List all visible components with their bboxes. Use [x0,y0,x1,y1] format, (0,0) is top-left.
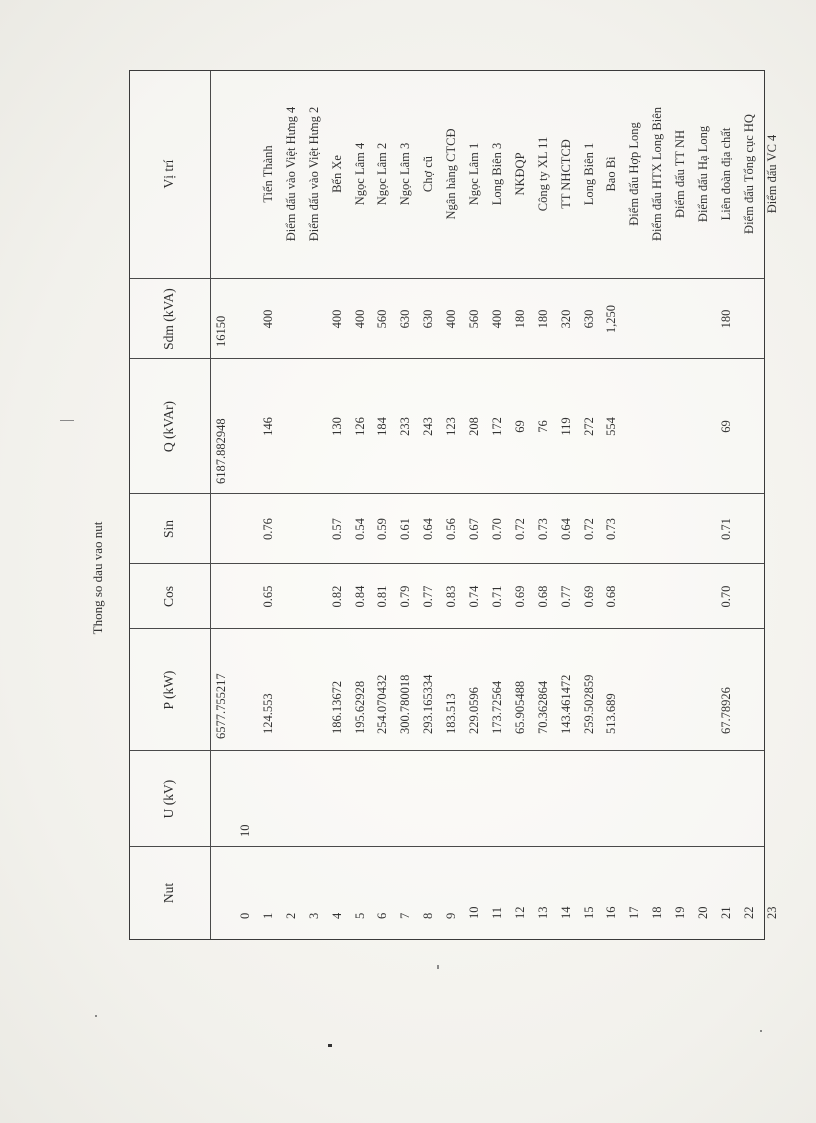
cell-sdm: 180 [512,309,527,329]
cell-p: 259.502859 [581,674,596,734]
cell-q: 272 [581,417,596,436]
cell-cos [738,569,761,624]
table-row [532,69,555,939]
cell-sdm: 180 [718,309,733,329]
cell-nut: 23 [764,906,779,919]
cell-u [280,757,303,837]
cell-q: 243 [421,417,436,436]
total-sdm: 16150 [214,315,228,347]
header-q: Q (kVAr) [161,400,176,453]
cell-u [326,757,349,837]
cell-u [371,757,394,837]
cell-sin [280,499,303,559]
cell-vitri: Điểm đấu vào Việt Hưng 4 [283,106,298,242]
cell-sdm [280,284,303,354]
cell-u [509,757,532,837]
cell-sdm: 630 [421,309,436,329]
cell-sin: 0.70 [489,518,504,540]
cell-p [234,629,257,734]
cell-p: 65.905488 [512,680,527,734]
cell-nut: 18 [650,906,665,919]
cell-p: 186.13672 [329,680,344,734]
cell-sdm [738,284,761,354]
cell-nut: 17 [627,906,642,919]
cell-sdm [646,284,669,354]
cell-p: 70.362864 [535,680,550,734]
table-row [715,69,738,939]
cell-vitri: Liên đoàn địa chất [718,127,733,221]
cell-sin: 0.64 [558,518,573,540]
cell-sin: 0.73 [535,518,550,540]
cell-sdm: 400 [352,309,367,329]
cell-q [761,364,784,489]
cell-q: 76 [535,420,550,433]
cell-vitri: Điểm đấu Hợp Long [627,122,642,226]
cell-u [669,757,692,837]
cell-sdm [303,284,326,354]
table-row [349,69,372,939]
table-row [600,69,623,939]
cell-sin [692,499,715,559]
cell-q: 69 [718,420,733,433]
table-row [738,69,761,939]
cell-cos [692,569,715,624]
cell-p [669,629,692,734]
cell-sin: 0.71 [718,518,733,540]
cell-sdm: 400 [260,309,275,329]
table-row [326,69,349,939]
cell-cos: 0.69 [512,585,527,608]
cell-q: 126 [352,417,367,436]
cell-vitri: Điểm đấu Hạ Long [696,125,710,223]
cell-cos: 0.77 [558,585,573,608]
cell-cos: 0.84 [352,585,367,608]
cell-u [715,757,738,837]
cell-q: 123 [444,417,459,436]
cell-sdm: 630 [398,309,413,329]
cell-cos [761,569,784,624]
cell-q [692,364,715,489]
table-row [280,69,303,939]
cell-p [738,629,761,734]
cell-cos: 0.79 [398,585,413,608]
cell-nut: 6 [375,912,390,919]
cell-cos: 0.70 [718,585,733,608]
cell-nut: 22 [741,906,756,919]
cell-sdm: 1,250 [604,304,619,334]
cell-u [349,757,372,837]
cell-sdm [234,284,257,354]
header-nut: Nut [161,882,176,904]
cell-u [417,757,440,837]
cell-vitri: Long Biên 3 [489,142,504,206]
table-row [417,69,440,939]
header-u: U (kV) [161,779,176,819]
cell-u [486,757,509,837]
cell-cos: 0.68 [535,585,550,608]
scan-speck [95,1015,97,1017]
cell-vitri: Công ty XL 11 [535,136,550,212]
cell-sin: 0.54 [352,518,367,540]
scan-mark [60,420,74,421]
cell-sin: 0.64 [421,518,436,540]
cell-vitri: Điểm đấu vào Việt Hưng 2 [306,106,321,242]
cell-vitri: Ngân hàng CTCĐ [444,128,459,220]
cell-q: 130 [329,417,344,436]
cell-vitri: Ngọc Lâm 3 [398,142,413,206]
cell-vitri: Tiến Thành [260,145,275,203]
scan-mark [437,965,439,969]
cell-p [761,629,784,734]
cell-nut: 5 [352,912,367,919]
cell-p: 513.689 [604,693,619,734]
cell-p: 229.0596 [467,687,481,734]
cell-nut: 10 [467,906,481,919]
cell-cos [669,569,692,624]
cell-u [646,757,669,837]
cell-u [578,757,601,837]
cell-q [623,364,646,489]
cell-p: 300.780018 [398,674,413,734]
table-row [257,69,280,939]
cell-p [692,629,715,734]
cell-cos: 0.69 [581,585,596,608]
cell-sdm: 400 [329,309,344,329]
cell-p: 183.513 [444,693,459,734]
cell-sdm: 560 [375,309,390,329]
cell-q: 172 [489,417,504,436]
cell-q: 208 [467,417,481,436]
cell-nut: 9 [444,912,459,919]
cell-cos: 0.81 [375,585,390,608]
cell-u [623,757,646,837]
scan-mark [328,1044,332,1047]
cell-nut: 12 [512,906,527,919]
cell-sin [669,499,692,559]
cell-cos [646,569,669,624]
cell-sin [761,499,784,559]
cell-vitri: Long Biên 1 [581,142,596,206]
cell-q [234,364,257,489]
cell-sin: 0.61 [398,518,413,540]
cell-vitri: Bao Bì [604,156,619,192]
cell-u [463,757,486,837]
cell-cos: 0.65 [260,585,275,608]
table-row [486,69,509,939]
header-sin: Sin [161,520,176,539]
cell-sin: 0.57 [329,518,344,540]
cell-p [646,629,669,734]
cell-u [394,757,417,837]
cell-p: 173.72564 [489,680,504,734]
table-row [623,69,646,939]
cell-sdm: 400 [444,309,459,329]
scan-speck [760,1030,762,1032]
cell-q [646,364,669,489]
cell-sin [303,499,326,559]
header-divider [210,71,211,939]
data-table [129,70,779,940]
total-p: 6577.755217 [214,673,228,739]
cell-u [761,757,784,837]
table-row [761,69,784,939]
cell-p: 195.62928 [352,680,367,734]
page-caption: Thong so dau vao nut [90,521,105,635]
cell-u [303,757,326,837]
cell-vitri: Ngọc Lâm 4 [352,142,367,206]
cell-vitri: TT NHCTCĐ [558,139,573,209]
table-row [578,69,601,939]
cell-cos [623,569,646,624]
cell-q: 146 [260,417,275,436]
cell-sdm: 560 [467,309,481,329]
cell-sdm [669,284,692,354]
header-p: P (kW) [161,670,176,710]
table-row [646,69,669,939]
cell-nut: 15 [581,906,596,919]
cell-sin [738,499,761,559]
cell-cos: 0.74 [467,585,481,608]
cell-u [600,757,623,837]
cell-sin: 0.72 [512,518,527,540]
cell-nut: 19 [673,906,688,919]
cell-nut: 2 [283,912,298,919]
cell-nut: 16 [604,906,619,919]
cell-cos [280,569,303,624]
cell-sin: 0.72 [581,518,596,540]
cell-sin [623,499,646,559]
table-row [234,69,257,939]
total-q: 6187.882948 [214,418,228,484]
cell-vitri: Ngọc Lâm 2 [375,142,390,206]
header-vitri: Vị trí [161,159,176,189]
cell-q: 233 [398,417,413,436]
cell-q [280,364,303,489]
cell-sdm [692,284,715,354]
cell-p [303,629,326,734]
cell-p: 67.78926 [718,687,733,734]
cell-u [532,757,555,837]
cell-vitri: Ngọc Lâm 1 [467,142,481,206]
table-row [371,69,394,939]
cell-u [692,757,715,837]
cell-cos: 0.71 [489,585,504,608]
cell-vitri [234,74,257,274]
cell-p [623,629,646,734]
cell-p: 143.461472 [558,674,573,734]
cell-sdm [623,284,646,354]
table-row [394,69,417,939]
cell-u [555,757,578,837]
cell-nut: 14 [558,906,573,919]
cell-u [440,757,463,837]
cell-sin: 0.56 [444,518,459,540]
cell-nut: 4 [329,912,344,919]
cell-vitri: Điểm đấu Tổng cục HQ [741,114,756,234]
cell-sin: 0.67 [467,518,481,540]
table-row [303,69,326,939]
cell-sdm: 630 [581,309,596,329]
cell-vitri: Điểm đấu TT NH [673,129,688,219]
cell-q: 184 [375,417,390,436]
cell-p: 254.070432 [375,674,390,734]
cell-u [257,757,280,837]
cell-nut: 20 [696,906,710,919]
header-sdm: Sdm (kVA) [161,288,176,350]
table-row [440,69,463,939]
cell-u: 10 [238,824,252,837]
cell-sdm: 320 [558,309,573,329]
cell-q [303,364,326,489]
cell-vitri: Điểm đấu VC 4 [764,134,779,214]
cell-sin: 0.76 [260,518,275,540]
cell-cos: 0.68 [604,585,619,608]
cell-p: 124.553 [260,693,275,734]
cell-sin: 0.59 [375,518,390,540]
cell-nut: 3 [306,912,321,919]
cell-vitri: Bến Xe [329,155,344,193]
cell-q [669,364,692,489]
cell-nut: 7 [398,912,413,919]
table-row [669,69,692,939]
cell-q: 554 [604,417,619,436]
cell-nut: 8 [421,912,436,919]
cell-vitri: Điểm đấu HTX Long Biên [650,107,665,242]
table-row [692,69,715,939]
cell-nut: 1 [260,912,275,919]
cell-q [738,364,761,489]
cell-p: 293.165334 [421,674,436,734]
cell-sin: 0.73 [604,518,619,540]
cell-p [280,629,303,734]
header-cos: Cos [161,586,176,608]
cell-nut: 21 [718,906,733,919]
table-row [555,69,578,939]
cell-sdm [761,284,784,354]
rotated-table [129,70,779,940]
cell-sdm: 400 [489,309,504,329]
cell-sdm: 180 [535,309,550,329]
table-row [463,69,486,939]
cell-sin [234,499,257,559]
cell-cos: 0.83 [444,585,459,608]
cell-cos: 0.77 [421,585,436,608]
cell-cos [303,569,326,624]
cell-q: 119 [558,417,573,436]
cell-vitri: NKĐQP [512,152,527,196]
cell-q: 69 [512,420,527,433]
cell-nut: 11 [489,906,504,919]
cell-vitri: Chợ cũ [421,155,436,193]
cell-cos: 0.82 [329,585,344,608]
cell-nut: 0 [238,912,252,919]
cell-cos [234,569,257,624]
table-row [509,69,532,939]
cell-u [738,757,761,837]
cell-nut: 13 [535,906,550,919]
cell-sin [646,499,669,559]
